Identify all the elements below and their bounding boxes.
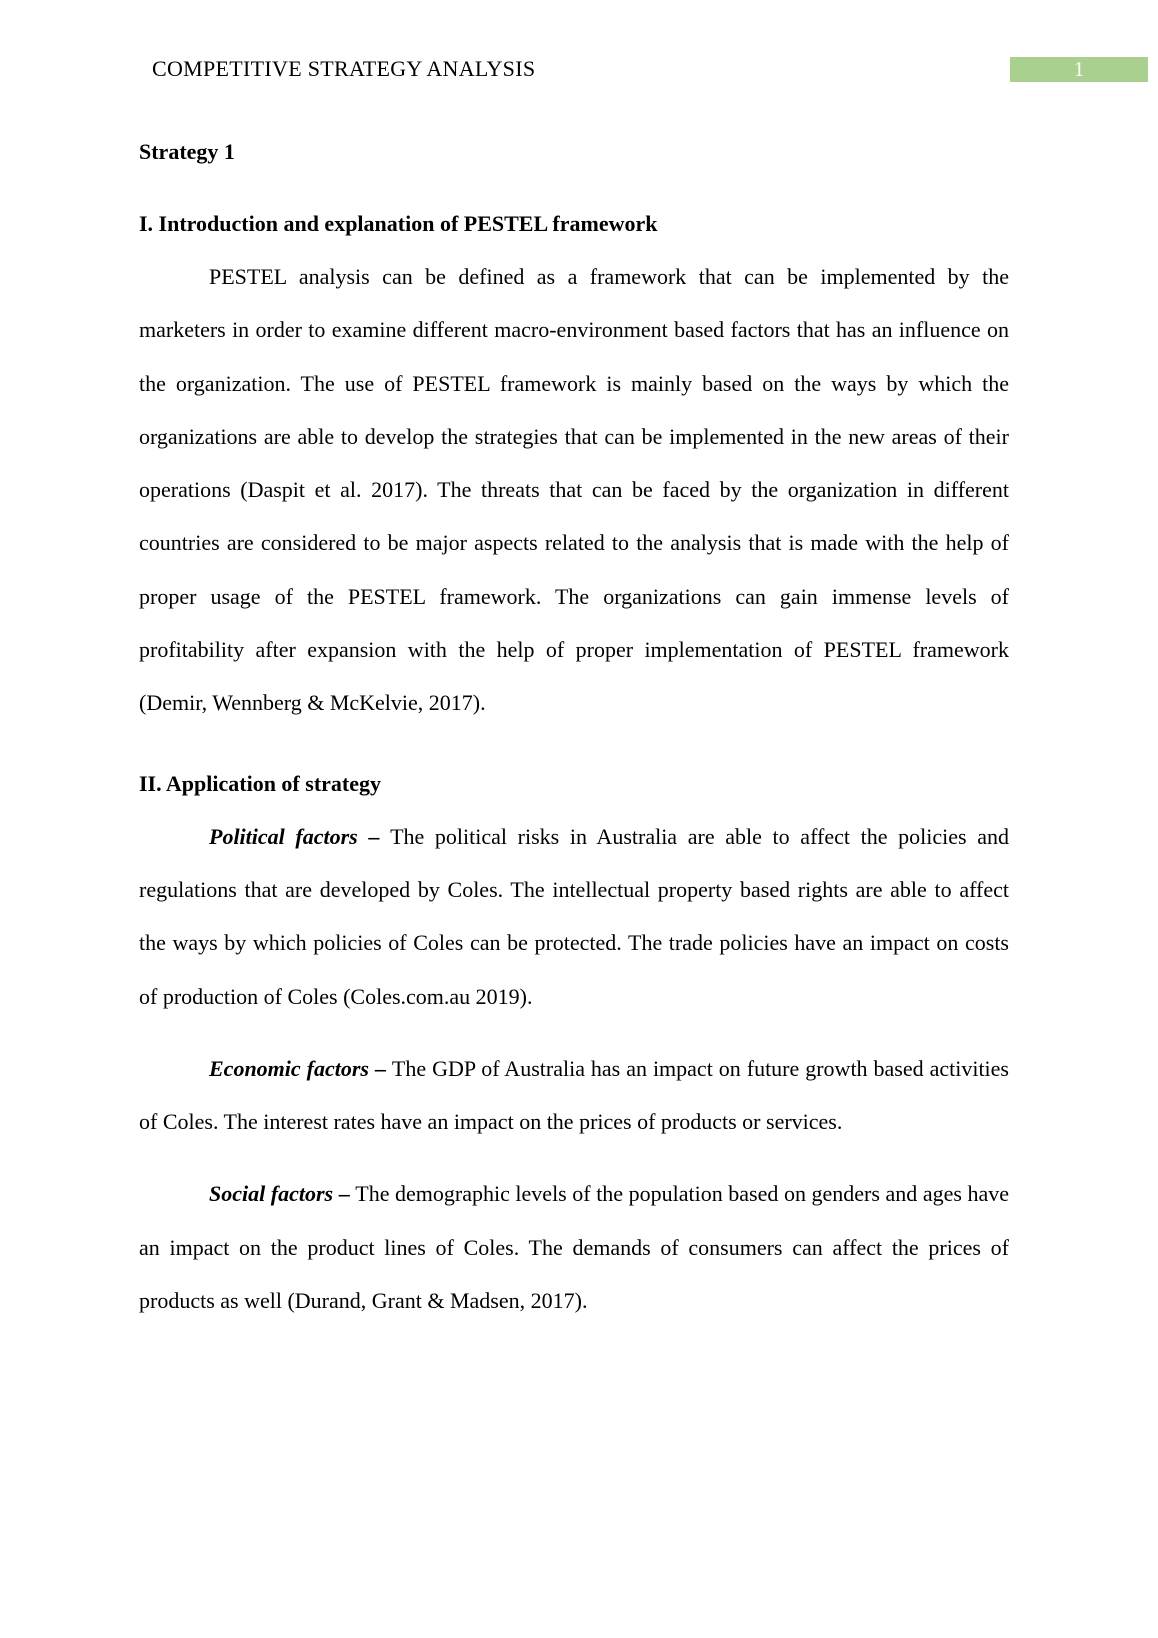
social-factors-dash: –: [333, 1181, 356, 1207]
social-factors-label: Social factors: [209, 1181, 334, 1207]
paragraph-political-factors: [139, 810, 1009, 1023]
political-factors-dash: –: [357, 823, 391, 849]
section-heading-application: II. Application of strategy: [139, 770, 381, 796]
political-factors-label: Political factors: [209, 823, 358, 849]
economic-factors-label: Economic factors: [209, 1055, 369, 1081]
running-header-title: COMPETITIVE STRATEGY ANALYSIS: [152, 56, 536, 81]
page-number-badge: 1: [1010, 57, 1148, 82]
political-factors-text: The political risks in Australia are able to affect the policies and regulations that are developed by Coles. The intellectual property based rights are able to affect the ways by which policies of Coles can be protected. The trade policies have an impact on costs of production of Coles (Coles.com.au 2019).: [139, 823, 1009, 1009]
document-body: [139, 134, 1009, 1327]
paragraph-social-factors: [139, 1167, 1009, 1327]
section-heading-introduction: I. Introduction and explanation of PESTEL framework: [139, 211, 658, 236]
economic-factors-text: The GDP of Australia has an impact on future growth based activities of Coles. The interest rates have an impact on the prices of products or services.: [139, 1055, 1009, 1135]
paragraph-economic-factors: [139, 1042, 1009, 1149]
economic-factors-dash: –: [368, 1055, 392, 1081]
strategy-title: Strategy 1: [139, 139, 235, 164]
paragraph-pestel-introduction: PESTEL analysis can be defined as a framework that can be implemented by the marketers in order to examine different macro-environment based factors that has an influence on the organization. The use of PESTEL framework is mainly based on the ways by which the organizations are able to develop the strategies that can be implemented in the new areas of their operations (Daspit et al. 2017). The threats that can be faced by the organization in different countries are considered to be major aspects related to the analysis that is made with the help of proper usage of the PESTEL framework. The organizations can gain immense levels of profitability after expansion with the help of proper implementation of PESTEL framework (Demir, Wennberg & McKelvie, 2017).: [139, 264, 1009, 716]
social-factors-text: The demographic levels of the population based on genders and ages have an impact on the product lines of Coles. The demands of consumers can affect the prices of products as well (Durand, Grant & Madsen, 2017).: [139, 1181, 1009, 1314]
